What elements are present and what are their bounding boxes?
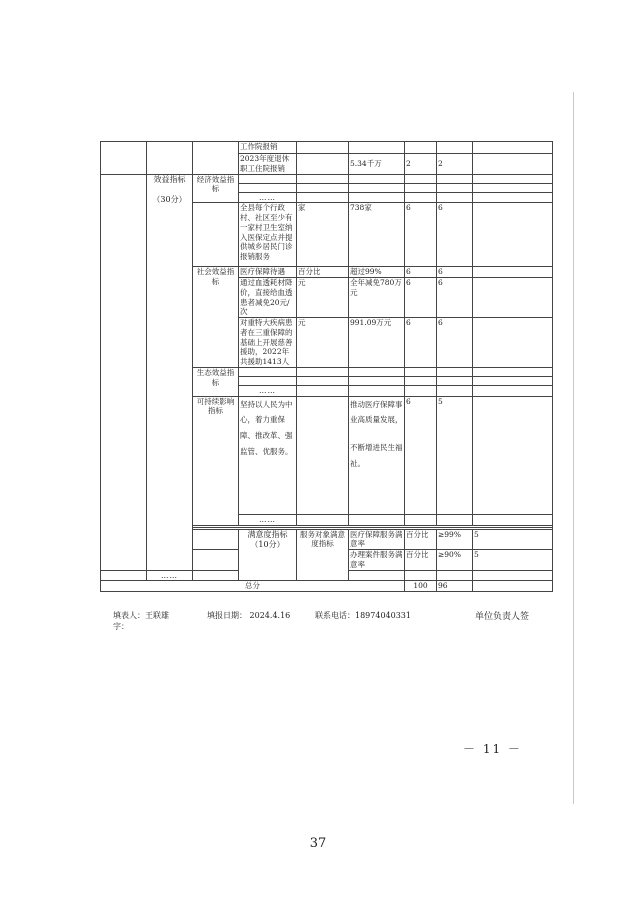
metric-cell bbox=[239, 174, 297, 183]
score-cell: 6 bbox=[437, 203, 473, 267]
score-cell bbox=[437, 376, 473, 385]
satisfaction-label-text: 满意度指标 bbox=[247, 529, 288, 539]
blank-cell bbox=[193, 142, 239, 175]
score-cell bbox=[437, 174, 473, 183]
total-score-max: 100 bbox=[405, 581, 437, 592]
score-max-cell bbox=[405, 183, 437, 192]
satisfaction-indicator-label bbox=[239, 529, 297, 581]
score-cell bbox=[437, 183, 473, 192]
note-cell bbox=[473, 318, 553, 368]
unit-cell: 元 bbox=[297, 278, 349, 318]
unit-cell bbox=[297, 192, 349, 203]
sustainable-value-a: 推动医疗保障事业高质量发展， bbox=[350, 399, 403, 425]
score-max-cell: 6 bbox=[405, 396, 437, 514]
value-cell bbox=[349, 376, 405, 385]
note-cell bbox=[473, 154, 553, 175]
note-cell bbox=[473, 376, 553, 385]
score-cell: 6 bbox=[437, 318, 473, 368]
unit-cell: 百分比 bbox=[405, 529, 437, 550]
score-max-cell: 6 bbox=[405, 318, 437, 368]
value-cell: ≥99% bbox=[437, 529, 473, 550]
performance-table bbox=[100, 141, 553, 592]
value-cell bbox=[349, 385, 405, 396]
value-cell: 全年减免780万元 bbox=[349, 278, 405, 318]
score-max-cell bbox=[405, 367, 437, 376]
metric-cell: 坚持以人民为中心，着力重保障、推改革、强监管、优服务。 bbox=[239, 396, 297, 514]
unit-cell bbox=[297, 385, 349, 396]
note-cell bbox=[473, 174, 553, 183]
value-cell: 738家 bbox=[349, 203, 405, 267]
value-cell bbox=[349, 183, 405, 192]
score-cell bbox=[437, 514, 473, 525]
score-max-cell: 6 bbox=[405, 203, 437, 267]
filler-name: 填表人：王联雄 bbox=[113, 611, 169, 620]
score-max-cell bbox=[405, 376, 437, 385]
fill-date: 填报日期： 2024.4.16 bbox=[207, 611, 291, 620]
unit-head-signature: 单位负责人签 bbox=[475, 612, 530, 622]
score-cell bbox=[437, 142, 473, 154]
unit-cell: 家 bbox=[297, 203, 349, 267]
metric-cell: 2023年度退休职工住院报销 bbox=[239, 154, 297, 175]
sustainable-indicator-label: 可持续影响指标 bbox=[193, 396, 239, 525]
value-cell bbox=[349, 367, 405, 376]
score-max-cell bbox=[405, 142, 437, 154]
page-edge-line bbox=[573, 92, 574, 804]
note-cell bbox=[473, 142, 553, 154]
benefit-indicator-label bbox=[147, 174, 193, 570]
score-cell bbox=[437, 367, 473, 376]
score-max-cell: 2 bbox=[405, 154, 437, 175]
score-max-cell: 6 bbox=[405, 267, 437, 278]
metric-cell: 全县每个行政村、社区至少有一家村卫生室纳入医保定点并提供城乡居民门诊报销服务 bbox=[239, 203, 297, 267]
value-cell bbox=[349, 396, 405, 514]
note-cell bbox=[473, 514, 553, 525]
metric-cell: 通过血透耗材降价，直接给血透患者减免20元/次 bbox=[239, 278, 297, 318]
value-cell: 991.09万元 bbox=[349, 318, 405, 368]
filler-name-tail: 字： bbox=[113, 622, 129, 631]
metric-cell: 医疗保障服务满意率 bbox=[350, 529, 403, 549]
score-cell bbox=[437, 192, 473, 203]
score-cell: 5 bbox=[437, 396, 473, 514]
score-max-cell bbox=[405, 570, 437, 581]
blank-cell bbox=[101, 142, 147, 175]
score-cell: 6 bbox=[437, 278, 473, 318]
sustainable-value-b: 不断增进民生福祉。 bbox=[350, 443, 403, 468]
blank-cell bbox=[193, 529, 239, 550]
ecological-indicator-label: 生态效益指标 bbox=[193, 367, 239, 396]
value-cell: ≥90% bbox=[437, 550, 473, 571]
benefit-label-text: 效益指标 bbox=[153, 174, 186, 184]
service-satisfaction-label: 服务对象满意度指标 bbox=[297, 529, 349, 581]
page-number: 37 bbox=[309, 836, 327, 851]
blank-cell bbox=[193, 203, 239, 267]
blank-cell bbox=[147, 142, 193, 175]
total-score: 96 bbox=[437, 581, 473, 592]
note-cell bbox=[473, 385, 553, 396]
metric-cell: 办理案件服务满意率 bbox=[350, 550, 403, 569]
ellipsis-cell: …… bbox=[147, 570, 193, 581]
score-max-cell bbox=[405, 514, 437, 525]
unit-cell: 百分比 bbox=[297, 267, 349, 278]
unit-cell bbox=[297, 154, 349, 175]
metric-cell bbox=[239, 367, 297, 376]
note-cell bbox=[473, 203, 553, 267]
metric-cell: 工作院报销 bbox=[239, 142, 297, 154]
ellipsis-cell: …… bbox=[239, 514, 297, 525]
score-cell: 2 bbox=[437, 154, 473, 175]
value-cell bbox=[349, 570, 405, 581]
score-cell bbox=[437, 385, 473, 396]
score-cell: 6 bbox=[437, 267, 473, 278]
score-max-cell bbox=[405, 174, 437, 183]
total-label: 总分 bbox=[101, 581, 405, 592]
score-max-cell bbox=[405, 385, 437, 396]
unit-cell: 百分比 bbox=[405, 550, 437, 571]
note-cell bbox=[473, 570, 553, 581]
blank-cell bbox=[101, 570, 147, 581]
note-cell bbox=[473, 278, 553, 318]
score-max-cell: 5 bbox=[473, 529, 553, 550]
metric-cell bbox=[239, 183, 297, 192]
value-cell: 5.34千万 bbox=[349, 154, 405, 175]
score-max-cell bbox=[405, 192, 437, 203]
score-cell bbox=[437, 570, 473, 581]
note-cell bbox=[473, 581, 553, 592]
unit-cell bbox=[297, 183, 349, 192]
unit-cell bbox=[297, 174, 349, 183]
benefit-weight: （30分） bbox=[152, 194, 187, 204]
satisfaction-weight: （10分） bbox=[250, 539, 285, 549]
score-max-cell: 5 bbox=[473, 550, 553, 571]
unit-cell bbox=[193, 570, 239, 581]
note-cell bbox=[473, 396, 553, 514]
note-cell bbox=[473, 267, 553, 278]
note-cell bbox=[473, 367, 553, 376]
page-number-inner: － 11 － bbox=[463, 742, 522, 756]
economic-indicator-label: 经济效益指标 bbox=[193, 174, 239, 203]
ellipsis-cell: …… bbox=[239, 192, 297, 203]
unit-cell bbox=[297, 367, 349, 376]
unit-cell bbox=[297, 142, 349, 154]
value-cell bbox=[349, 174, 405, 183]
score-max-cell: 6 bbox=[405, 278, 437, 318]
value-cell bbox=[349, 142, 405, 154]
metric-cell: 对重特大疾病患者在三重保障的基础上开展慈善援助，2022年共援助1413人 bbox=[239, 318, 297, 368]
unit-cell bbox=[297, 514, 349, 525]
blank-cell bbox=[193, 550, 239, 571]
ellipsis-cell: …… bbox=[239, 385, 297, 396]
social-indicator-label: 社会效益指标 bbox=[193, 267, 239, 368]
unit-cell bbox=[297, 396, 349, 514]
unit-cell: 元 bbox=[297, 318, 349, 368]
metric-cell: 医疗保障待遇 bbox=[239, 267, 297, 278]
note-cell bbox=[473, 183, 553, 192]
value-cell bbox=[349, 192, 405, 203]
blank-cell bbox=[101, 174, 147, 570]
value-cell bbox=[349, 514, 405, 525]
value-cell: 超过99% bbox=[349, 267, 405, 278]
unit-cell bbox=[297, 376, 349, 385]
metric-cell bbox=[239, 376, 297, 385]
note-cell bbox=[473, 192, 553, 203]
contact-phone: 联系电话：18974040331 bbox=[315, 611, 411, 620]
